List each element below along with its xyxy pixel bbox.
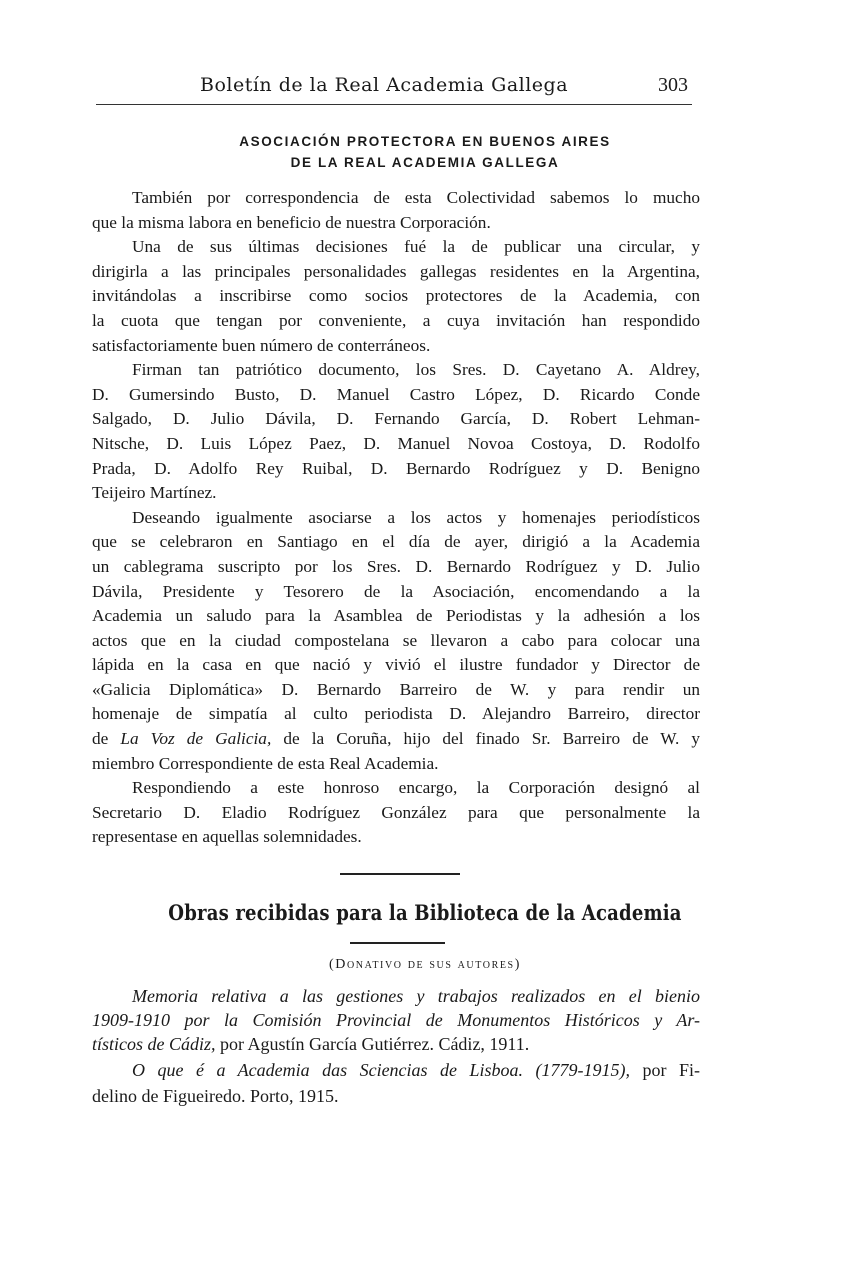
text-segment: D. Gumersindo Busto, D. Manuel Castro López, D. Ricardo Conde [92, 384, 700, 404]
text-line [92, 1032, 700, 1056]
text-segment: También por correspondencia de esta Colectividad sabemos lo mucho [132, 188, 700, 207]
text-segment: por Agustín García Gutiérrez. Cádiz, 1911. [215, 1034, 530, 1055]
text-segment: que la misma labora en beneficio de nuestra Corporación. [92, 212, 491, 232]
text-segment: homenaje de simpatía al culto periodista D. Alejandro Barreiro, director [92, 704, 700, 724]
running-title: Boletín de la Real Academia Gallega [200, 74, 569, 96]
text-line [92, 334, 700, 359]
text-segment: que se celebraron en Santiago en el día de ayer, dirigió a la Academia [92, 532, 700, 552]
italic-title: 1909-1910 por la Comisión Provincial de Monumentos Históricos y Ar- [92, 1010, 700, 1031]
text-line [92, 309, 700, 334]
text-segment: dirigirla a las principales personalidades gallegas residentes en la Argentina, [92, 261, 700, 281]
library-section-title: Obras recibidas para la Biblioteca de la Academia [168, 900, 682, 925]
text-segment: de la Coruña, hijo del finado Sr. Barreiro de W. y [271, 729, 701, 749]
paragraph [92, 235, 700, 358]
text-segment: Firman tan patriótico documento, los Sres. D. Cayetano A. Aldrey, [132, 360, 700, 380]
text-line [92, 383, 700, 408]
title-underline [350, 942, 445, 944]
text-line [92, 555, 700, 580]
text-segment: actos que en la ciudad compostelana se llevaron a cabo para colocar una [92, 630, 700, 650]
page-number: 303 [658, 74, 688, 96]
text-segment: un cablegrama suscripto por los Sres. D. Bernardo Rodríguez y D. Julio [92, 556, 700, 576]
italic-title: tísticos de Cádiz, [92, 1034, 216, 1055]
text-line [92, 407, 700, 432]
paragraph [92, 358, 700, 506]
text-line [92, 284, 700, 309]
text-segment: Nitsche, D. Luis López Paez, D. Manuel Novoa Costoya, D. Rodolfo [92, 433, 700, 453]
text-line [92, 481, 700, 506]
text-line [92, 580, 700, 605]
text-line [92, 358, 700, 383]
received-works-list [92, 984, 700, 1108]
text-line [92, 752, 700, 777]
text-segment: invitándolas a inscribirse como socios protectores de la Academia, con [92, 286, 700, 306]
paragraph [92, 186, 700, 235]
text-segment: miembro Correspondiente de esta Real Academia. [92, 753, 439, 773]
text-line [92, 727, 700, 752]
text-line [92, 211, 700, 236]
text-segment: Teijeiro Martínez. [92, 483, 217, 503]
text-line [92, 629, 700, 654]
library-section-subtitle: (Donativo de sus autores) [329, 957, 521, 972]
text-line [92, 604, 700, 629]
text-segment: Respondiendo a este honroso encargo, la Corporación designó al [132, 778, 700, 798]
text-line [92, 260, 700, 285]
text-segment: delino de Figueiredo. Porto, 1915. [92, 1085, 339, 1106]
text-segment: la cuota que tengan por conveniente, a cuya invitación han respondido [92, 310, 700, 330]
text-line [92, 1057, 700, 1084]
italic-title: La Voz de Galicia, [120, 729, 272, 749]
text-segment: Secretario D. Eladio Rodríguez González para que personalmente la [92, 802, 700, 822]
italic-title: O que é a Academia das Sciencias de Lisboa. (1779-1915), [132, 1059, 631, 1080]
text-segment: lápida en la casa en que nació y vivió el ilustre fundador y Director de [92, 655, 700, 675]
text-line [92, 678, 700, 703]
text-line [92, 530, 700, 555]
text-line [92, 776, 700, 801]
text-line [92, 1084, 700, 1108]
text-segment: «Galicia Diplomática» D. Bernardo Barreiro de W. y para rendir un [92, 679, 700, 699]
text-segment: de [92, 729, 121, 749]
text-segment: Academia un saludo para la Asamblea de Periodistas y la adhesión a los [92, 606, 700, 626]
section-divider [340, 873, 460, 875]
text-line [92, 432, 700, 457]
text-line [92, 506, 700, 531]
text-segment: satisfactoriamente buen número de conterráneos. [92, 335, 431, 355]
text-line [92, 702, 700, 727]
text-line [92, 457, 700, 482]
book-entry [92, 984, 700, 1057]
text-line [92, 653, 700, 678]
section-title-line-1: ASOCIACIÓN PROTECTORA EN BUENOS AIRES [239, 134, 611, 149]
text-line [92, 801, 700, 826]
text-segment: representase en aquellas solemnidades. [92, 827, 362, 847]
text-segment: por Fi- [630, 1059, 701, 1080]
text-segment: Dávila, Presidente y Tesorero de la Asociación, encomendando a la [92, 581, 700, 601]
text-segment: Deseando igualmente asociarse a los actos y homenajes periodísticos [132, 507, 700, 527]
text-segment: Una de sus últimas decisiones fué la de publicar una circular, y [132, 237, 700, 257]
text-line [92, 235, 700, 260]
text-segment: Salgado, D. Julio Dávila, D. Fernando García, D. Robert Lehman- [92, 409, 700, 429]
text-line [92, 186, 700, 211]
text-line [92, 825, 700, 850]
text-line [92, 1008, 700, 1032]
paragraph [92, 506, 700, 777]
italic-title: Memoria relativa a las gestiones y trabajos realizados en el bienio [132, 986, 700, 1006]
text-line [92, 984, 700, 1008]
paragraph [92, 776, 700, 850]
text-segment: Prada, D. Adolfo Rey Ruibal, D. Bernardo Rodríguez y D. Benigno [92, 458, 700, 478]
article-body [92, 186, 700, 850]
running-header [96, 72, 692, 105]
book-entry [92, 1057, 700, 1108]
section-title-line-2: DE LA REAL ACADEMIA GALLEGA [290, 155, 560, 170]
